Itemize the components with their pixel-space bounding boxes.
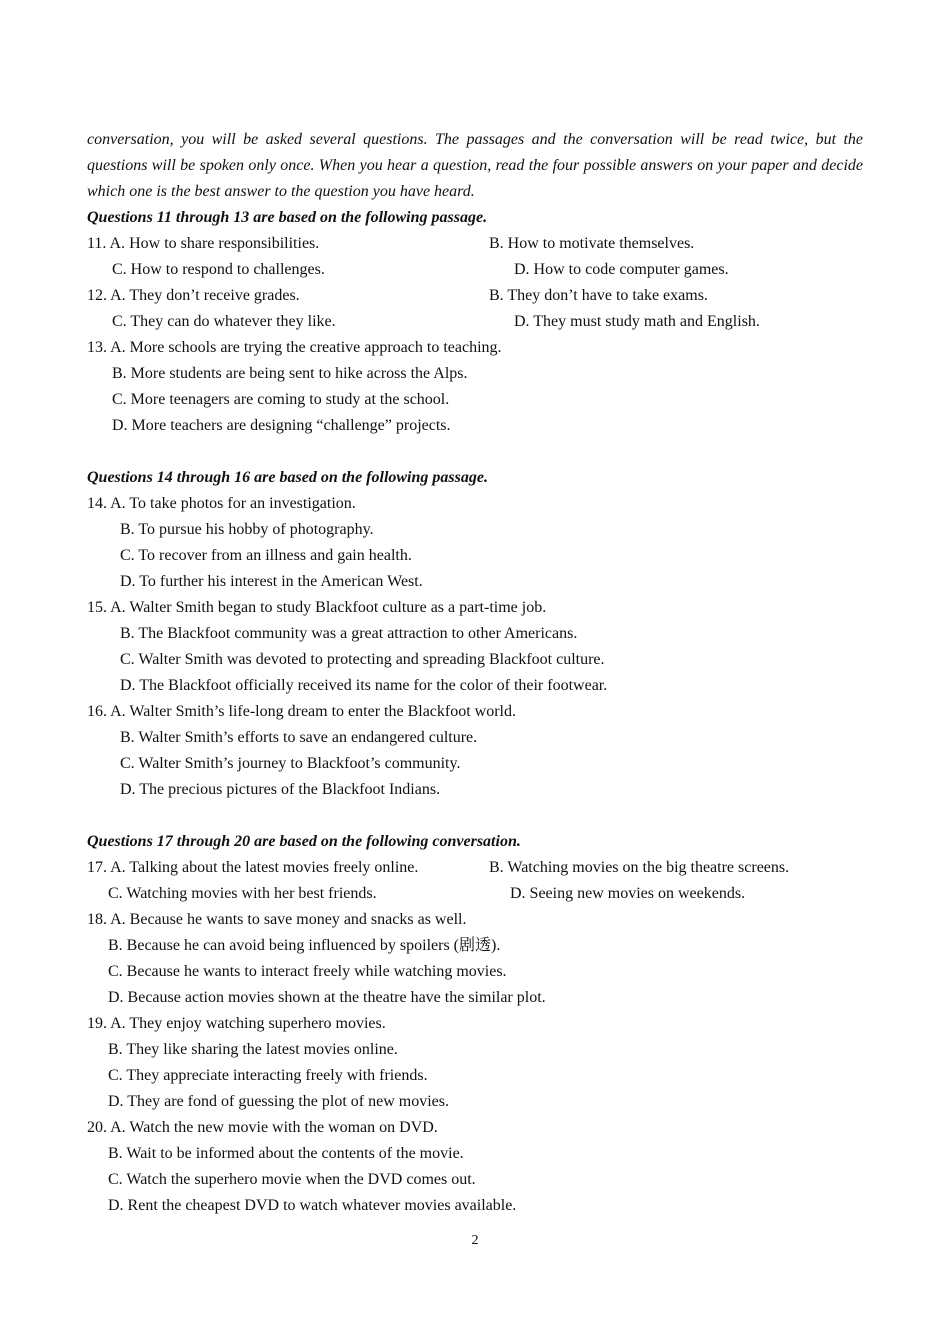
- option-b: B. Walter Smith’s efforts to save an endangered culture.: [120, 729, 478, 746]
- option-c: C. Walter Smith’s journey to Blackfoot’s community.: [120, 755, 461, 772]
- option-d: D. How to code computer games.: [514, 261, 729, 278]
- option-d: D. Seeing new movies on weekends.: [510, 885, 746, 902]
- section-heading: Questions 11 through 13 are based on the following passage.: [87, 209, 488, 226]
- option-c: C. To recover from an illness and gain health.: [120, 547, 412, 564]
- option-a: 20. A. Watch the new movie with the woman on DVD.: [87, 1119, 438, 1136]
- option-b: B. They don’t have to take exams.: [489, 287, 708, 304]
- option-b: B. Wait to be informed about the contents of the movie.: [108, 1145, 464, 1162]
- option-a: 17. A. Talking about the latest movies freely online.: [87, 859, 419, 876]
- option-d: D. Because action movies shown at the theatre have the similar plot.: [108, 989, 546, 1006]
- option-b: B. The Blackfoot community was a great attraction to other Americans.: [120, 625, 578, 642]
- section-heading: Questions 17 through 20 are based on the following conversation.: [87, 833, 521, 850]
- option-a: 12. A. They don’t receive grades.: [87, 287, 300, 304]
- question-18: [87, 907, 863, 1011]
- option-c: C. Walter Smith was devoted to protecting and spreading Blackfoot culture.: [120, 651, 605, 668]
- option-a: 18. A. Because he wants to save money and snacks as well.: [87, 911, 467, 928]
- option-b: B. How to motivate themselves.: [489, 235, 695, 252]
- option-b: B. Watching movies on the big theatre screens.: [489, 859, 790, 876]
- question-15: [87, 595, 863, 699]
- option-b: B. More students are being sent to hike across the Alps.: [112, 365, 468, 382]
- option-c: C. Watching movies with her best friends.: [108, 885, 377, 902]
- option-a: 13. A. More schools are trying the creative approach to teaching.: [87, 339, 502, 356]
- option-d: D. The Blackfoot officially received its name for the color of their footwear.: [120, 677, 608, 694]
- option-c: C. They can do whatever they like.: [112, 313, 336, 330]
- option-a: 19. A. They enjoy watching superhero movies.: [87, 1015, 386, 1032]
- option-a: 15. A. Walter Smith began to study Blackfoot culture as a part-time job.: [87, 599, 547, 616]
- question-17: [87, 855, 863, 907]
- page-number: 2: [471, 1233, 479, 1248]
- option-b: B. To pursue his hobby of photography.: [120, 521, 374, 538]
- question-20: [87, 1115, 863, 1219]
- option-c: C. More teenagers are coming to study at the school.: [112, 391, 450, 408]
- option-a: 16. A. Walter Smith’s life-long dream to enter the Blackfoot world.: [87, 703, 516, 720]
- option-c: C. They appreciate interacting freely with friends.: [108, 1067, 428, 1084]
- question-14: [87, 491, 863, 595]
- option-d: D. They are fond of guessing the plot of new movies.: [108, 1093, 449, 1110]
- option-b: B. They like sharing the latest movies online.: [108, 1041, 398, 1058]
- option-b: B. Because he can avoid being influenced by spoilers (剧透).: [108, 937, 501, 954]
- option-c: C. Because he wants to interact freely while watching movies.: [108, 963, 507, 980]
- question-13: [87, 335, 863, 439]
- question-16: [87, 699, 863, 803]
- question-11: [87, 231, 863, 283]
- question-19: [87, 1011, 863, 1115]
- option-c: C. Watch the superhero movie when the DVD comes out.: [108, 1171, 476, 1188]
- exam-page: [87, 127, 863, 1219]
- option-d: D. More teachers are designing “challenge” projects.: [112, 417, 451, 434]
- section-heading: Questions 14 through 16 are based on the following passage.: [87, 469, 488, 486]
- instructions-text: conversation, you will be asked several questions. The passages and the conversation will be read twice, but the questions will be spoken only once. When you hear a question, read the four possible answers on your paper and decide which one is the best answer to the question you have heard.: [87, 131, 863, 200]
- option-a: 14. A. To take photos for an investigation.: [87, 495, 356, 512]
- option-c: C. How to respond to challenges.: [112, 261, 325, 278]
- option-d: D. The precious pictures of the Blackfoot Indians.: [120, 781, 441, 798]
- option-a: 11. A. How to share responsibilities.: [87, 235, 320, 252]
- option-d: D. They must study math and English.: [514, 313, 760, 330]
- option-d: D. Rent the cheapest DVD to watch whatever movies available.: [108, 1197, 517, 1214]
- option-d: D. To further his interest in the American West.: [120, 573, 423, 590]
- question-12: [87, 283, 863, 335]
